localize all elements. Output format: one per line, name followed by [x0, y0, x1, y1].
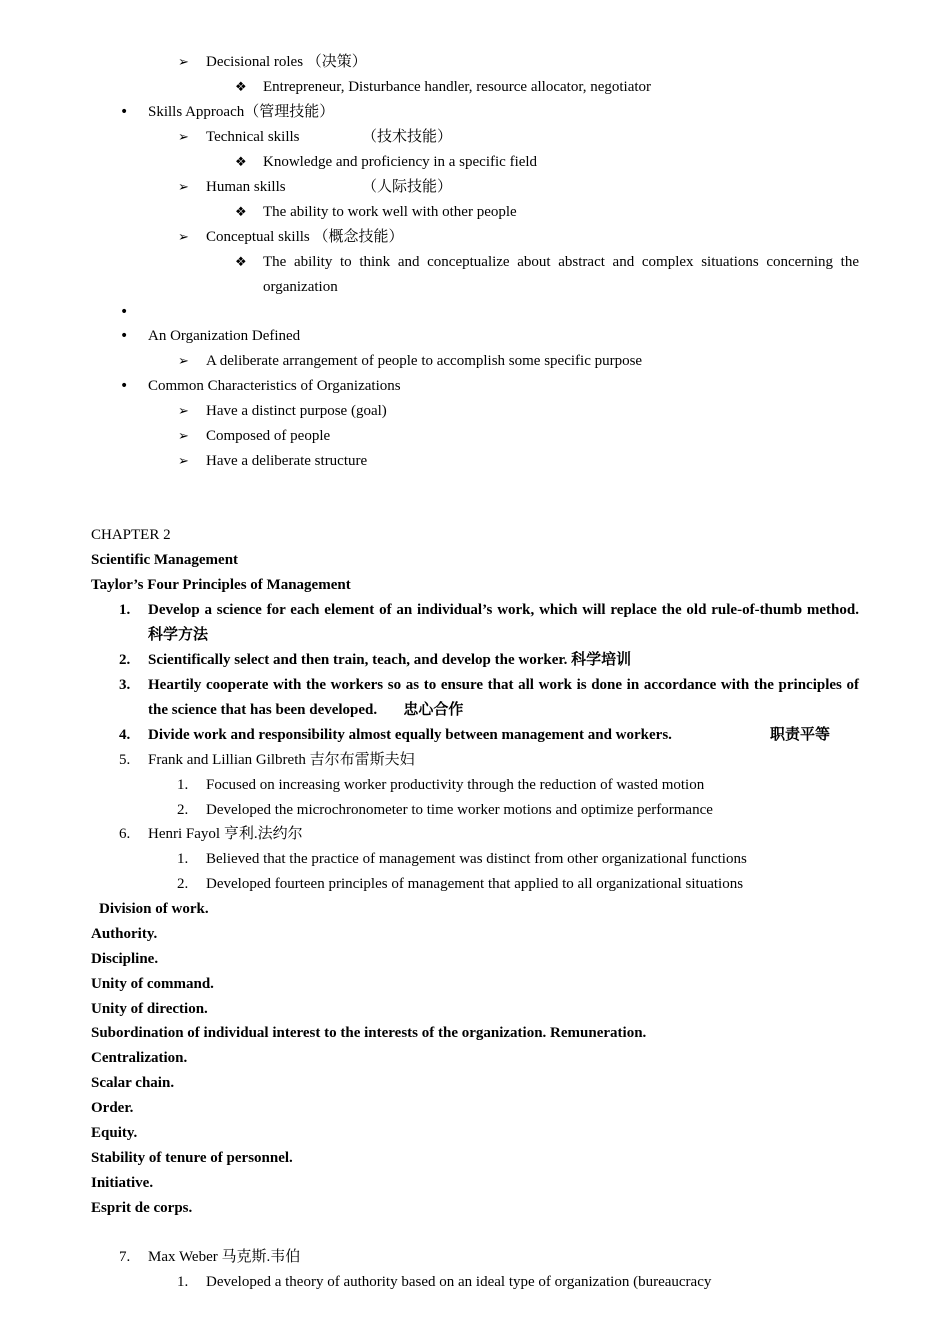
fayol-principle: Initiative. — [91, 1175, 154, 1191]
section-subheading: Taylor’s Four Principles of Management — [91, 577, 351, 593]
bullet-dot-icon: • — [120, 304, 129, 320]
list-number: 1. — [177, 777, 189, 793]
list-number: 1. — [177, 1274, 189, 1290]
fayol-principle: Centralization. — [91, 1050, 188, 1066]
section-heading: Scientific Management — [91, 552, 239, 568]
arrow-bullet-icon: ➢ — [178, 130, 189, 145]
fayol-principle: Authority. — [91, 926, 158, 942]
arrow-bullet-icon: ➢ — [178, 354, 189, 369]
conceptual-skills-detail: The ability to think and conceptualize about abstract and complex situations concerning the organization — [263, 254, 859, 295]
principle-4-cn: 职责平等 — [770, 727, 831, 743]
fayol-principle: Stability of tenure of personnel. — [91, 1150, 293, 1166]
list-number: 6. — [119, 826, 131, 842]
arrow-bullet-icon: ➢ — [178, 55, 189, 70]
bullet-dot-icon: • — [120, 104, 129, 120]
org-defined-detail: A deliberate arrangement of people to accomplish some specific purpose — [206, 353, 643, 369]
list-item: Focused on increasing worker productivity through the reduction of wasted motion — [206, 777, 705, 793]
principle-4: Divide work and responsibility almost equally between management and workers. — [148, 727, 672, 743]
list-number: 2. — [119, 652, 131, 668]
fayol-principle: Scalar chain. — [91, 1075, 175, 1091]
list-item: Developed a theory of authority based on an ideal type of organization (bureaucracy — [206, 1274, 712, 1290]
technical-skills-item: Technical skills — [206, 129, 300, 145]
list-number: 2. — [177, 802, 189, 818]
list-number: 7. — [119, 1249, 131, 1265]
list-number: 4. — [119, 727, 131, 743]
arrow-bullet-icon: ➢ — [178, 454, 189, 469]
fayol-principle: Equity. — [91, 1125, 138, 1141]
fayol-principle: Esprit de corps. — [91, 1200, 193, 1216]
list-item: Have a deliberate structure — [206, 453, 368, 469]
bullet-dot-icon: • — [120, 378, 129, 394]
technical-skills-detail: Knowledge and proficiency in a specific field — [263, 154, 538, 170]
human-skills-cn: （人际技能） — [362, 179, 453, 195]
decisional-roles-detail: Entrepreneur, Disturbance handler, resource allocator, negotiator — [263, 79, 652, 95]
arrow-bullet-icon: ➢ — [178, 404, 189, 419]
weber-item: Max Weber 马克斯.韦伯 — [148, 1249, 301, 1265]
decisional-roles-item: Decisional roles （决策） — [206, 54, 367, 70]
principle-2: Scientifically select and then train, teach, and develop the worker. 科学培训 — [148, 652, 632, 668]
diamond-bullet-icon: ❖ — [235, 255, 247, 270]
diamond-bullet-icon: ❖ — [235, 80, 247, 95]
fayol-principle: Discipline. — [91, 951, 159, 967]
list-number: 3. — [119, 677, 131, 693]
conceptual-skills-item: Conceptual skills （概念技能） — [206, 229, 404, 245]
common-characteristics-item: Common Characteristics of Organizations — [148, 378, 401, 394]
list-number: 5. — [119, 752, 131, 768]
principle-3: Heartily cooperate with the workers so as to ensure that all work is done in accordance with the principles of the science that has been developed. 忠心合作 — [148, 677, 863, 718]
arrow-bullet-icon: ➢ — [178, 429, 189, 444]
list-number: 2. — [177, 876, 189, 892]
list-item: Have a distinct purpose (goal) — [206, 403, 387, 419]
list-number: 1. — [177, 851, 189, 867]
fayol-principle: Order. — [91, 1100, 134, 1116]
chapter-label: CHAPTER 2 — [91, 527, 171, 543]
org-defined-item: An Organization Defined — [148, 328, 301, 344]
list-number: 1. — [119, 602, 131, 618]
list-item: Developed the microchronometer to time worker motions and optimize performance — [206, 802, 713, 818]
gilbreth-item: Frank and Lillian Gilbreth 吉尔布雷斯夫妇 — [148, 752, 415, 768]
diamond-bullet-icon: ❖ — [235, 205, 247, 220]
list-item: Believed that the practice of management was distinct from other organizational functions — [206, 851, 747, 867]
fayol-principle: Unity of command. — [91, 976, 214, 992]
technical-skills-cn: （技术技能） — [362, 129, 453, 145]
human-skills-detail: The ability to work well with other people — [263, 204, 517, 220]
arrow-bullet-icon: ➢ — [178, 180, 189, 195]
principle-1: Develop a science for each element of an individual’s work, which will replace the old rule-of-thumb method. 科学方法 — [148, 602, 859, 643]
fayol-principle: Division of work. — [99, 901, 209, 917]
skills-approach-item: Skills Approach（管理技能） — [148, 104, 335, 120]
list-item: Developed fourteen principles of management that applied to all organizational situations — [206, 876, 744, 892]
fayol-item: Henri Fayol 亨利.法约尔 — [148, 826, 303, 842]
diamond-bullet-icon: ❖ — [235, 155, 247, 170]
bullet-dot-icon: • — [120, 328, 129, 344]
list-item: Composed of people — [206, 428, 331, 444]
fayol-principle: Subordination of individual interest to the interests of the organization. Remuneration. — [91, 1025, 647, 1041]
human-skills-item: Human skills — [206, 179, 286, 195]
fayol-principle: Unity of direction. — [91, 1001, 208, 1017]
arrow-bullet-icon: ➢ — [178, 230, 189, 245]
